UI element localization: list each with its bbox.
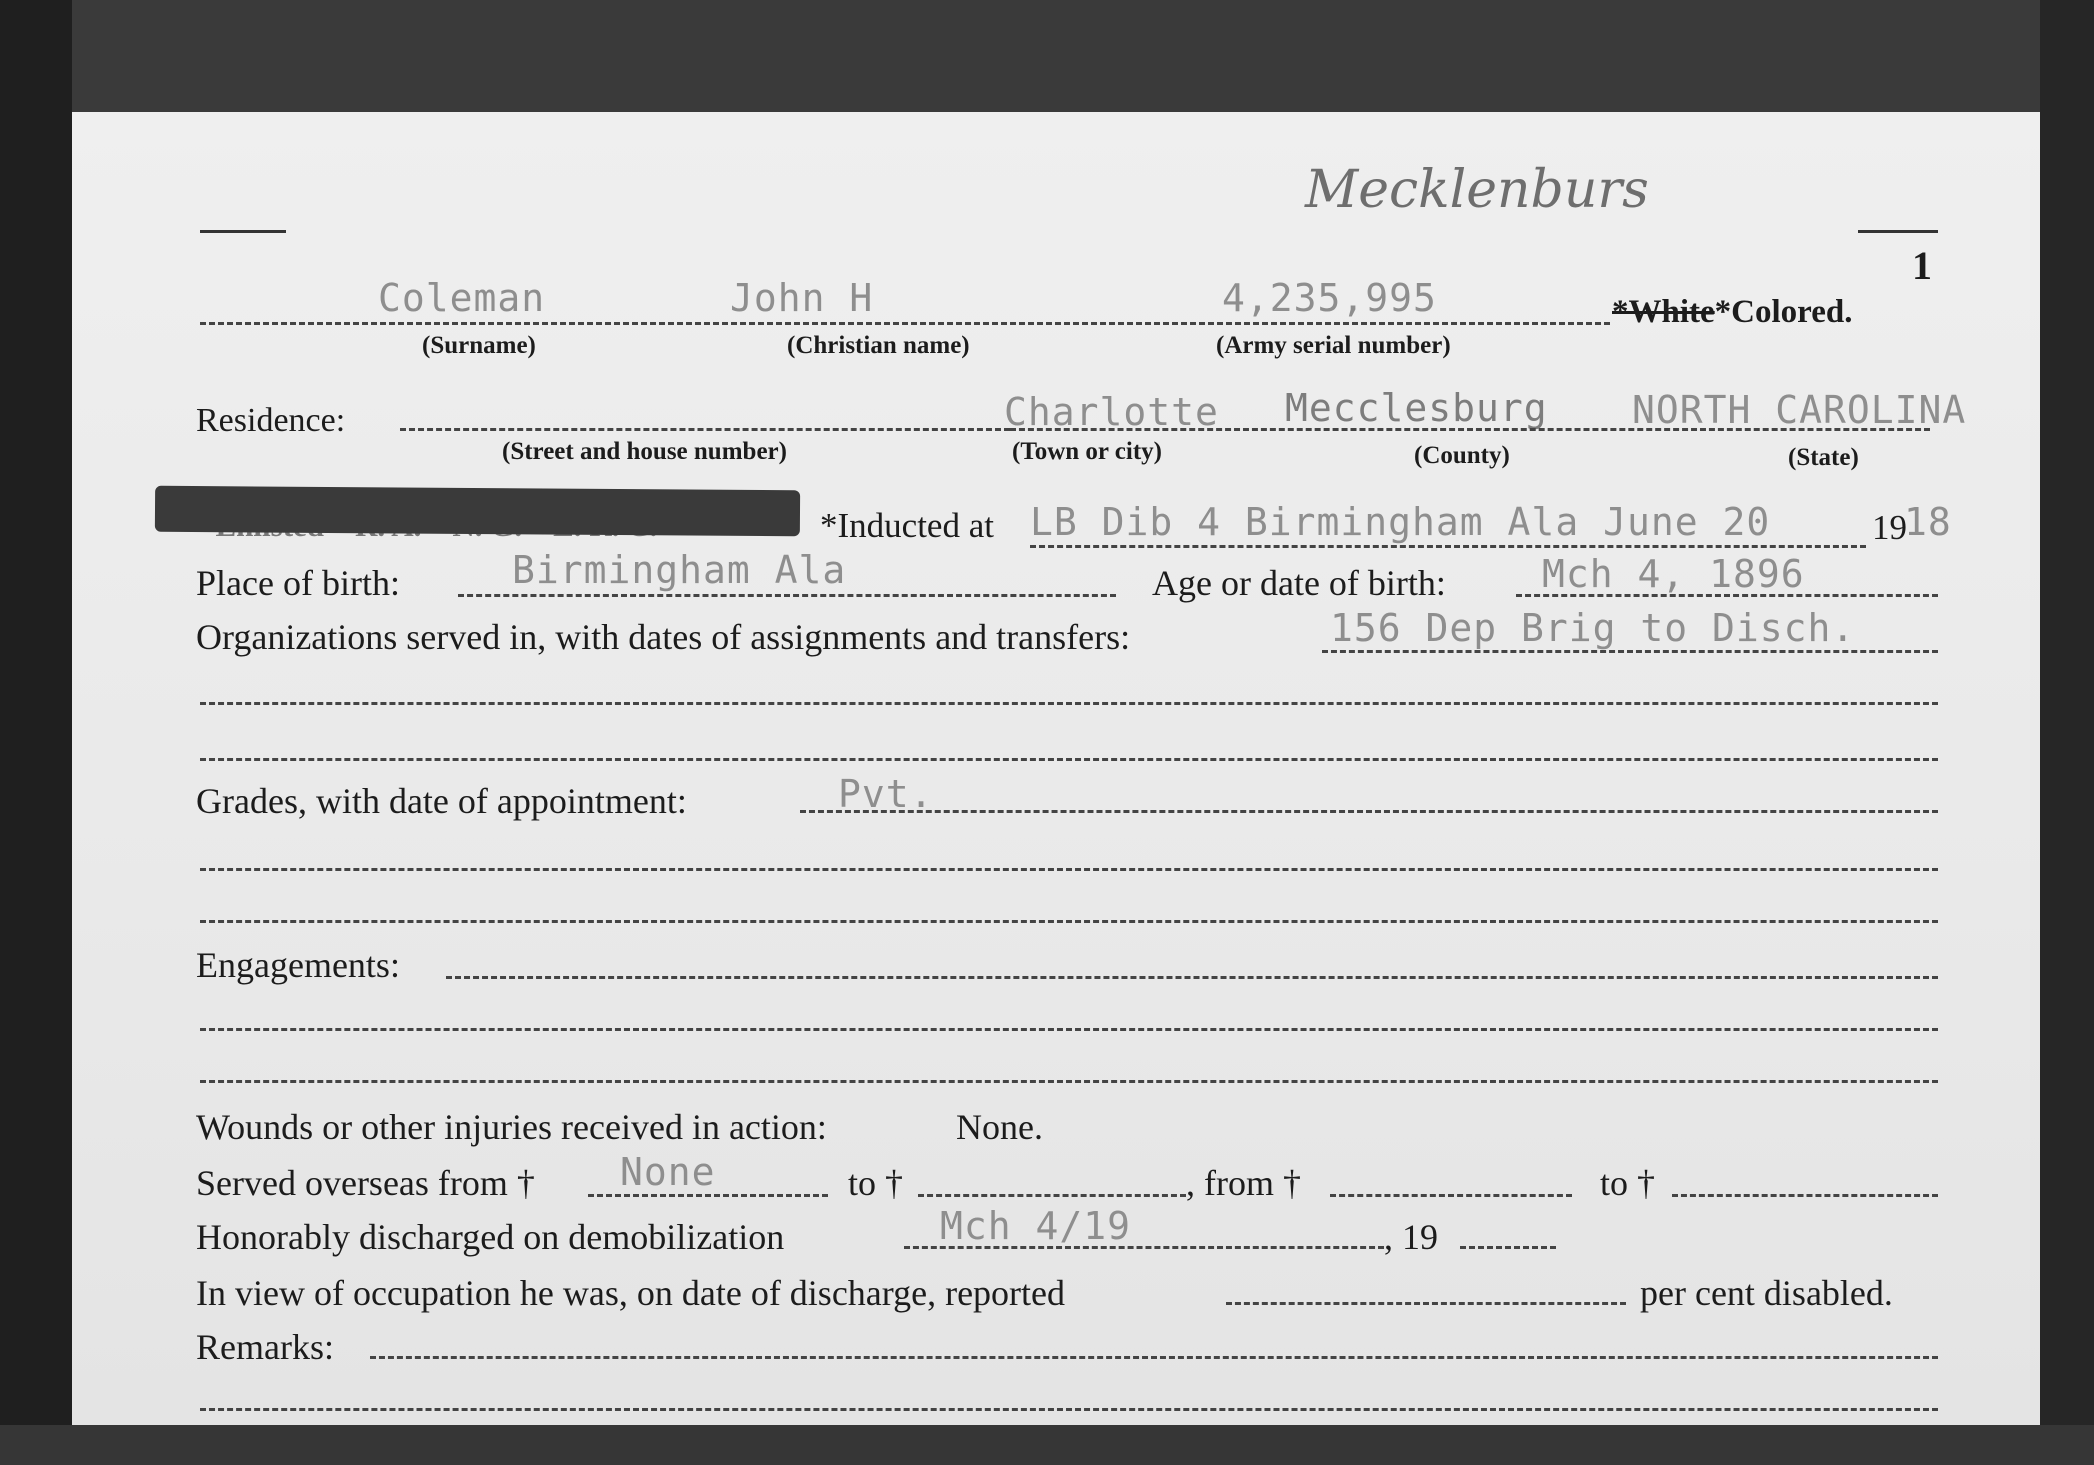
scan-right-edge [2040, 0, 2094, 1465]
organizations-line-1 [1322, 650, 1938, 653]
grades-line-3 [200, 920, 1938, 923]
disability-line [1226, 1302, 1626, 1305]
grades-line-1 [800, 810, 1938, 813]
grades-label: Grades, with date of appointment: [196, 781, 687, 821]
place-of-birth-value: Birmingham Ala [512, 548, 847, 592]
residence-town: Charlotte [1004, 390, 1219, 434]
overseas-to-label: to † [848, 1163, 904, 1203]
overseas-from2-label: , from † [1186, 1163, 1301, 1203]
residence-county: Mecclesburg [1285, 386, 1548, 430]
discharge-line [904, 1246, 1384, 1249]
overseas-from-line [588, 1194, 828, 1197]
caption-state: (State) [1788, 444, 1859, 471]
remarks-line-1 [370, 1356, 1938, 1359]
engagements-label: Engagements: [196, 945, 400, 985]
engagements-line-1 [446, 976, 1938, 979]
residence-label: Residence: [196, 402, 346, 439]
caption-town: (Town or city) [1012, 438, 1162, 465]
discharge-year-line [1460, 1246, 1556, 1249]
scan-bottom-edge [0, 1425, 2094, 1465]
caption-street: (Street and house number) [502, 438, 787, 465]
engagements-line-3 [200, 1080, 1938, 1083]
caption-county: (County) [1414, 442, 1510, 469]
serial-number-value: 4,235,995 [1222, 276, 1437, 320]
place-of-birth-line [458, 594, 1116, 597]
christian-name-value: John H [730, 276, 874, 320]
overseas-to2-line [1672, 1194, 1938, 1197]
wounds-value: None. [956, 1107, 1043, 1147]
induction-year-printed: 19 [1872, 508, 1907, 547]
top-right-rule [1858, 230, 1938, 233]
age-label: Age or date of birth: [1152, 563, 1446, 603]
remarks-label: Remarks: [196, 1327, 334, 1367]
inducted-label: *Inducted at [820, 506, 994, 545]
organizations-value: 156 Dep Brig to Disch. [1330, 606, 1856, 650]
status-separator: * [1714, 294, 1732, 330]
inducted-value: LB Dib 4 Birmingham Ala June 20 [1030, 500, 1771, 544]
wounds-label: Wounds or other injuries received in action: [196, 1107, 827, 1147]
status-options [1612, 294, 1852, 331]
overseas-to-line [918, 1194, 1186, 1197]
status-colored: Colored. [1731, 294, 1853, 330]
induction-year-typed: 18 [1904, 500, 1952, 544]
overseas-label: Served overseas from † [196, 1163, 535, 1203]
residence-state: NORTH CAROLINA [1632, 388, 1967, 432]
disability-suffix: per cent disabled. [1640, 1273, 1893, 1313]
overseas-from2-line [1330, 1194, 1572, 1197]
caption-serial-number: (Army serial number) [1216, 332, 1451, 359]
status-white: *White [1612, 294, 1715, 330]
residence-line [1010, 428, 1930, 431]
age-line [1516, 594, 1938, 597]
overseas-from-value: None [620, 1150, 716, 1194]
organizations-label: Organizations served in, with dates of assignments and transfers: [196, 617, 1131, 657]
grades-value: Pvt. [838, 772, 934, 816]
engagements-line-2 [200, 1028, 1938, 1031]
place-of-birth-label: Place of birth: [196, 563, 400, 603]
surname-value: Coleman [378, 276, 546, 320]
discharge-label: Honorably discharged on demobilization [196, 1217, 785, 1257]
street-line [400, 428, 1010, 431]
organizations-line-2 [200, 702, 1938, 705]
caption-surname: (Surname) [422, 332, 536, 359]
induction-line [1030, 545, 1866, 548]
grades-line-2 [200, 868, 1938, 871]
card-number: 1 [1912, 243, 1932, 288]
scan-top-background [0, 0, 2094, 112]
county-handwritten: Mecklenburs [1305, 160, 1649, 220]
scan-left-edge [0, 0, 72, 1465]
redaction-bar [155, 486, 800, 537]
remarks-line-2 [200, 1408, 1938, 1411]
discharge-value: Mch 4/19 [940, 1204, 1132, 1248]
overseas-to2-label: to † [1600, 1163, 1656, 1203]
organizations-line-3 [200, 758, 1938, 761]
top-left-rule [200, 230, 286, 233]
caption-christian-name: (Christian name) [787, 332, 970, 359]
discharge-year-label: , 19 [1384, 1217, 1438, 1257]
name-row-line [200, 322, 1610, 325]
disability-label: In view of occupation he was, on date of discharge, reported [196, 1273, 1066, 1313]
age-value: Mch 4, 1896 [1542, 552, 1805, 596]
